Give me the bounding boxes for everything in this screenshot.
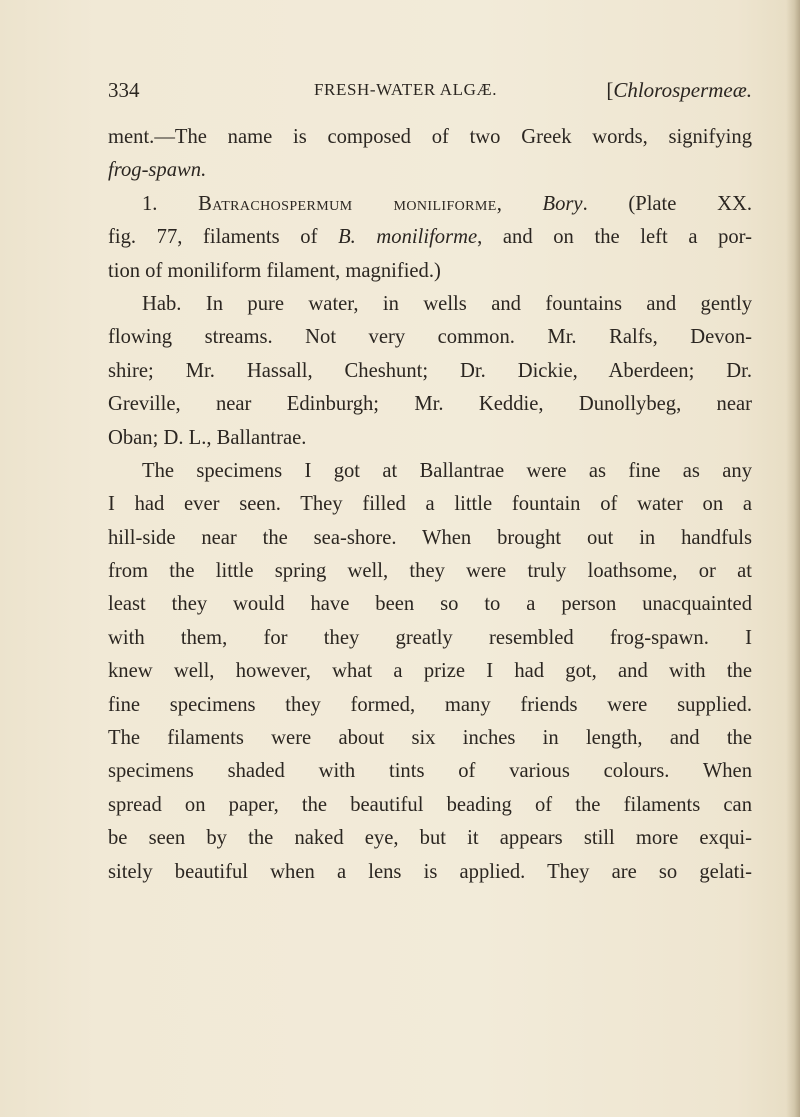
text-line: Greville, near Edinburgh; Mr. Keddie, Dunollybeg, near: [108, 393, 752, 416]
section-title: [606, 78, 752, 103]
text-line: fine specimens they formed, many friends were supplied.: [108, 693, 752, 716]
text-line: ment.—The name is composed of two Greek words, signifying: [108, 126, 752, 148]
text-line: fig. 77, filaments of B. moniliforme, and on the left a por-: [108, 226, 752, 249]
text-line: Hab. In pure water, in wells and fountains and gently: [142, 292, 752, 315]
text-line: The filaments were about six inches in length, and the: [108, 727, 752, 750]
text-line: tion of moniliform filament, magnified.): [108, 259, 441, 282]
text-line: from the little spring well, they were truly loathsome, or at: [108, 560, 752, 583]
page-number: 334: [108, 78, 140, 102]
text-line: I had ever seen. They filled a little fountain of water on a: [108, 493, 752, 516]
text-line: knew well, however, what a prize I had got, and with the: [108, 660, 752, 683]
species-name: Batrachospermum moniliforme: [198, 192, 497, 215]
text-line: flowing streams. Not very common. Mr. Ralfs, Devon-: [108, 326, 752, 349]
text-line: specimens shaded with tints of various colours. When: [108, 760, 752, 783]
running-title: FRESH-WATER ALGÆ.: [314, 80, 498, 99]
running-header: [108, 78, 752, 108]
text-line: be seen by the naked eye, but it appears still more exqui-: [108, 827, 752, 850]
text-line: least they would have been so to a person unacquainted: [108, 593, 752, 616]
authority-name: Bory: [542, 192, 583, 215]
text-line: spread on paper, the beautiful beading of the filaments can: [108, 793, 752, 816]
page-edge-shadow: [786, 0, 800, 1117]
text-line: shire; Mr. Hassall, Cheshunt; Dr. Dickie, Aberdeen; Dr.: [108, 359, 752, 382]
text-line: 1. Batrachospermum moniliforme, Bory. (Plate XX.: [142, 192, 752, 215]
text-line: sitely beautiful when a lens is applied. They are so gelati-: [108, 860, 752, 883]
text-line: hill-side near the sea-shore. When brought out in handfuls: [108, 526, 752, 549]
body-text: [108, 121, 752, 889]
section-bracket: [: [606, 78, 614, 102]
text-line: Oban; D. L., Ballantrae.: [108, 426, 307, 449]
text-line: The specimens I got at Ballantrae were as fine as any: [142, 459, 752, 482]
text-line: with them, for they greatly resembled frog-spawn. I: [108, 626, 752, 649]
text-line: frog-spawn.: [108, 159, 207, 182]
section-title-text: Chlorospermeæ.: [613, 78, 752, 102]
